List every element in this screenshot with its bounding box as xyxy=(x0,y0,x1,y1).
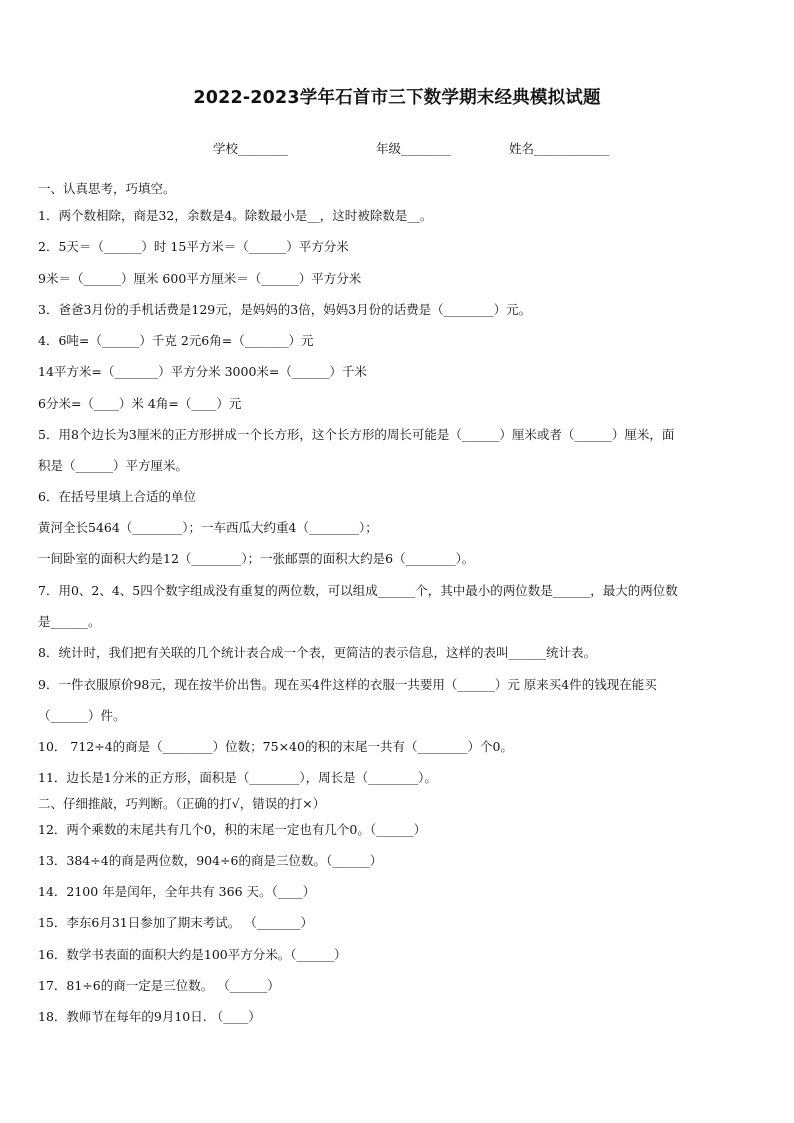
question-7-line-1: 7．用0、2、4、5四个数字组成没有重复的两位数，可以组成______个，其中最小的两位数是______，最大的两位数 xyxy=(38,583,678,598)
question-9-line-2: （______）件。 xyxy=(38,708,126,723)
question-16: 16．数学书表面的面积大约是100平方分米。（______） xyxy=(38,947,347,962)
question-8: 8．统计时，我们把有关联的几个统计表合成一个表，更简洁的表示信息，这样的表叫______统计表。 xyxy=(38,645,596,660)
question-4-line-3: 6分米=（____）米 4角=（____）元 xyxy=(38,396,242,411)
question-10: 10． 712÷4的商是（________）位数；75×40的积的末尾一共有（________）个0。 xyxy=(38,739,513,754)
question-3: 3．爸爸3月份的手机话费是129元，是妈妈的3倍，妈妈3月份的话费是（________）元。 xyxy=(38,302,532,317)
question-13: 13．384÷4的商是两位数，904÷6的商是三位数。（______） xyxy=(38,853,383,868)
question-14: 14．2100 年是闰年，全年共有 366 天。（____） xyxy=(38,884,316,899)
question-11: 11．边长是1分米的正方形，面积是（________），周长是（________）。 xyxy=(38,770,437,785)
section-heading: 一、认真思考，巧填空。 xyxy=(38,181,176,196)
question-18: 18．教师节在每年的9月10日. （____） xyxy=(38,1009,261,1024)
question-17: 17．81÷6的商一定是三位数。 （______） xyxy=(38,978,280,993)
school-field: 学校________ xyxy=(213,141,289,156)
question-5-line-1: 5．用8个边长为3厘米的正方形拼成一个长方形，这个长方形的周长可能是（______）厘米或者（______）厘米，面 xyxy=(38,427,675,442)
question-2-line-1: 2．5天＝（______）时 15平方米＝（______）平方分米 xyxy=(38,239,349,254)
question-12: 12．两个乘数的末尾共有几个0，积的末尾一定也有几个0。（______） xyxy=(38,822,427,837)
page-title: 2022-2023学年石首市三下数学期末经典模拟试题 xyxy=(193,88,601,108)
question-4-line-2: 14平方米=（_______）平方分米 3000米=（______）千米 xyxy=(38,364,367,379)
question-7-line-2: 是______。 xyxy=(38,614,101,629)
question-2-line-2: 9米＝（______）厘米 600平方厘米＝（______）平方分米 xyxy=(38,271,362,286)
name-field: 姓名____________ xyxy=(509,141,610,156)
question-5-line-2: 积是（______）平方厘米。 xyxy=(38,458,189,473)
question-6-line-3: 一间卧室的面积大约是12（________）；一张邮票的面积大约是6（________）。 xyxy=(38,551,475,566)
question-1: 1．两个数相除，商是32，余数是4。除数最小是__，这时被除数是__。 xyxy=(38,208,433,223)
question-15: 15．李东6月31日参加了期末考试。 （_______） xyxy=(38,915,313,930)
question-9-line-1: 9．一件衣服原价98元，现在按半价出售。现在买4件这样的衣服一共要用（______）元 原来买4件的钱现在能买 xyxy=(38,677,657,692)
question-6: 6．在括号里填上合适的单位 xyxy=(38,489,196,504)
question-4-line-1: 4．6吨=（______）千克 2元6角=（_______）元 xyxy=(38,333,314,348)
section-heading: 二、仔细推敲，巧判断。（正确的打√，错误的打×） xyxy=(38,796,326,811)
grade-field: 年级________ xyxy=(376,141,452,156)
question-6-line-2: 黄河全长5464（________）；一车西瓜大约重4（________）； xyxy=(38,520,378,535)
